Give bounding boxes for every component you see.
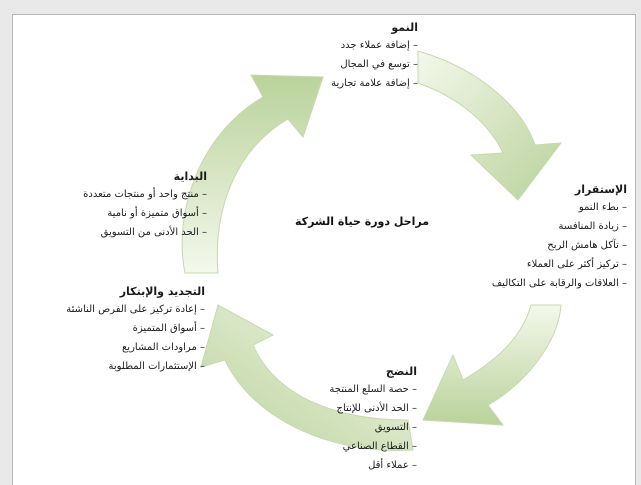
- stage-start-list: [83, 185, 207, 242]
- stage-start-item: – أسواق متميزة أو نامية: [83, 204, 207, 223]
- stage-renewal-title: التجديد والإبتكار: [119, 285, 205, 298]
- stage-maturity-item: – الحد الأدنى للإنتاج: [329, 399, 417, 418]
- stage-renewal-item: – إعادة تركيز على الفرص الناشئة: [66, 300, 205, 319]
- stage-start-item: – منتج واحد أو منتجات متعددة: [83, 185, 207, 204]
- stage-growth-title: النمو: [391, 21, 418, 34]
- stage-renewal: [66, 283, 205, 376]
- stage-start-item: – الحد الأدنى من التسويق: [83, 223, 207, 242]
- stage-stability-item: – تركيز أكثر على العملاء: [492, 255, 627, 274]
- stage-growth-item: – توسع في المجال: [331, 55, 418, 74]
- arrow-top-right: [418, 51, 561, 200]
- stage-renewal-item: – مراودات المشاريع: [66, 338, 205, 357]
- stage-stability-item: – تآكل هامش الربح: [492, 236, 627, 255]
- diagram-center-title: مراحل دورة حياة الشركة: [295, 215, 430, 228]
- stage-maturity: [329, 363, 417, 475]
- stage-maturity-item: – القطاع الصناعي: [329, 437, 417, 456]
- stage-maturity-title: النضج: [385, 365, 417, 378]
- stage-growth-item: – إضافة علامة تجارية: [331, 74, 418, 93]
- stage-maturity-list: [329, 380, 417, 475]
- stage-maturity-item: – عملاء أقل: [329, 456, 417, 475]
- stage-maturity-item: – حصة السلع المنتجة: [329, 380, 417, 399]
- stage-stability: [492, 181, 627, 293]
- stage-renewal-item: – الإستثمارات المطلوبة: [66, 357, 205, 376]
- stage-start: [83, 168, 207, 242]
- stage-maturity-item: – التسويق: [329, 418, 417, 437]
- stage-growth-item: – إضافة عملاء جدد: [331, 36, 418, 55]
- stage-stability-title: الإستقرار: [574, 183, 627, 196]
- stage-growth: [331, 19, 418, 93]
- stage-start-title: البداية: [173, 170, 207, 183]
- stage-stability-item: – زيادة المنافسة: [492, 217, 627, 236]
- stage-stability-list: [492, 198, 627, 293]
- arrow-right-bottom: [423, 305, 561, 425]
- stage-renewal-list: [66, 300, 205, 376]
- document-page: [12, 14, 636, 485]
- stage-stability-item: – العلاقات والرقابة على التكاليف: [492, 274, 627, 293]
- stage-growth-list: [331, 36, 418, 93]
- stage-renewal-item: – أسواق المتميزة: [66, 319, 205, 338]
- stage-stability-item: – بطء النمو: [492, 198, 627, 217]
